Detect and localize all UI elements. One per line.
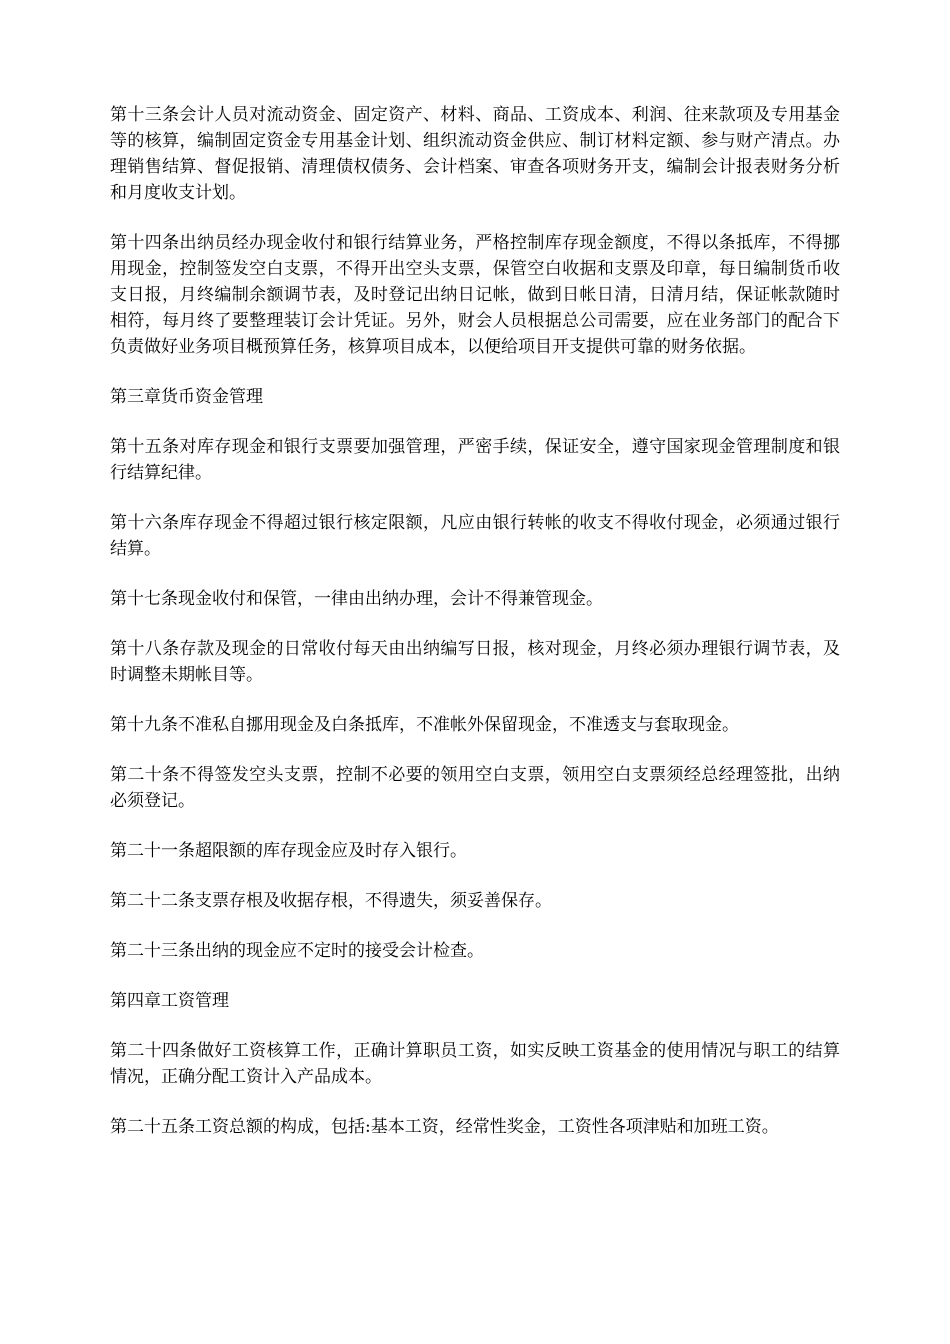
article-24: 第二十四条做好工资核算工作，正确计算职员工资，如实反映工资基金的使用情况与职工的结算情况，正确分配工资计入产品成本。 xyxy=(110,1041,840,1087)
article-20: 第二十条不得签发空头支票，控制不必要的领用空白支票，领用空白支票须经总经理签批，出纳必须登记。 xyxy=(110,765,840,811)
article-14: 第十四条出纳员经办现金收付和银行结算业务，严格控制库存现金额度，不得以条抵库，不得挪用现金，控制签发空白支票，不得开出空头支票，保管空白收据和支票及印章，每日编制货币收支日报，月终编制余额调节表，及时登记出纳日记帐，做到日帐日清，日清月结，保证帐款随时相符，每月终了要整理装订会计凭证。另外，财会人员根据总公司需要，应在业务部门的配合下负责做好业务项目概预算任务，核算项目成本，以便给项目开支提供可靠的财务依据。 xyxy=(110,233,840,357)
article-25: 第二十五条工资总额的构成，包括:基本工资，经常性奖金，工资性各项津贴和加班工资。 xyxy=(110,1117,779,1137)
article-22: 第二十二条支票存根及收据存根，不得遗失，须妥善保存。 xyxy=(110,891,552,911)
article-19: 第十九条不准私自挪用现金及白条抵库，不准帐外保留现金，不准透支与套取现金。 xyxy=(110,715,739,735)
article-17: 第十七条现金收付和保管，一律由出纳办理，会计不得兼管现金。 xyxy=(110,589,603,609)
chapter-3-heading: 第三章货币资金管理 xyxy=(110,387,263,407)
article-15: 第十五条对库存现金和银行支票要加强管理，严密手续，保证安全，遵守国家现金管理制度和银行结算纪律。 xyxy=(110,437,840,483)
chapter-4-heading: 第四章工资管理 xyxy=(110,991,229,1011)
article-16: 第十六条库存现金不得超过银行核定限额，凡应由银行转帐的收支不得收付现金，必须通过银行结算。 xyxy=(110,513,840,559)
document-page xyxy=(110,102,840,1164)
article-23: 第二十三条出纳的现金应不定时的接受会计检查。 xyxy=(110,941,484,961)
article-21: 第二十一条超限额的库存现金应及时存入银行。 xyxy=(110,841,467,861)
article-18: 第十八条存款及现金的日常收付每天由出纳编写日报，核对现金，月终必须办理银行调节表，及时调整未期帐目等。 xyxy=(110,639,840,685)
article-13: 第十三条会计人员对流动资金、固定资产、材料、商品、工资成本、利润、往来款项及专用基金等的核算，编制固定资金专用基金计划、组织流动资金供应、制订材料定额、参与财产清点。办理销售结算、督促报销、清理债权债务、会计档案、审查各项财务开支，编制会计报表财务分析和月度收支计划。 xyxy=(110,105,840,203)
